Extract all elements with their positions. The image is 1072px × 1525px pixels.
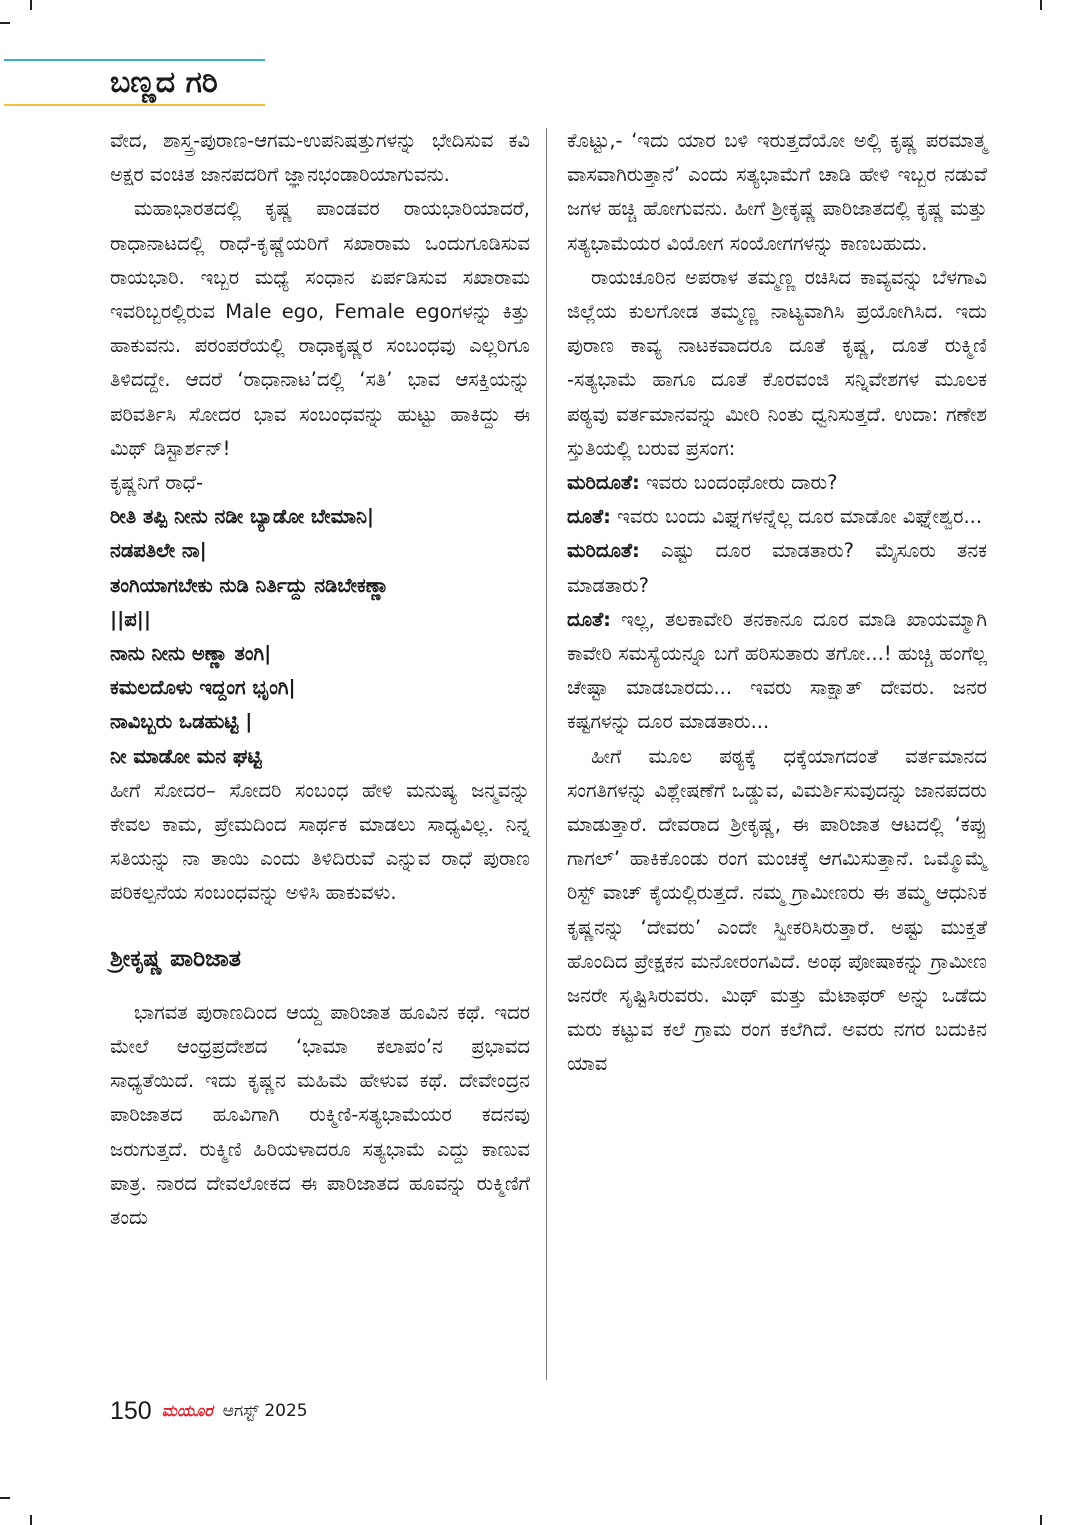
magazine-logo: ಮಯೂರ bbox=[161, 1401, 213, 1420]
paragraph: ಭಾಗವತ ಪುರಾಣದಿಂದ ಆಯ್ದ ಪಾರಿಜಾತ ಹೂವಿನ ಕಥೆ. ಇದರ ಮೇಲೆ ಆಂಧ್ರಪ್ರದೇಶದ ‘ಭಾಮಾ ಕಲಾಪಂ’ನ ಪ್ರಭಾವದ ಸಾಧ್ಯತೆಯಿದೆ. ಇದು ಕೃಷ್ಣನ ಮಹಿಮೆ ಹೇಳುವ ಕಥೆ. ದೇವೇಂದ್ರನ ಪಾರಿಜಾತದ ಹೂವಿಗಾಗಿ ರುಕ್ಮಿಣಿ-ಸತ್ಯಭಾಮೆಯರ ಕದನವು ಜರುಗುತ್ತದೆ. ರುಕ್ಮಿಣಿ ಹಿರಿಯಳಾದರೂ ಸತ್ಯಭಾಮೆ ಎದ್ದು ಕಾಣುವ ಪಾತ್ರ. ನಾರದ ದೇವಲೋಕದ ಈ ಪಾರಿಜಾತದ ಹೂವನ್ನು ರುಕ್ಮಿಣಿಗೆ ತಂದು bbox=[110, 1000, 530, 1229]
verse-line: ನಡಪತಿಲೇ ನಾ| bbox=[110, 539, 207, 563]
crop-mark bbox=[30, 0, 32, 10]
paragraph: ವೇದ, ಶಾಸ್ತ್ರ-ಪುರಾಣ-ಆಗಮ-ಉಪನಿಷತ್ತುಗಳನ್ನು ಭೇದಿಸುವ ಕವಿ ಅಕ್ಷರ ವಂಚಿತ ಜಾನಪದರಿಗೆ ಜ್ಞಾನಭಂಡಾರಿಯಾಗುವನು. bbox=[110, 129, 530, 187]
left-column bbox=[110, 124, 530, 1235]
page-footer bbox=[110, 1393, 308, 1429]
paragraph: ಹೀಗೆ ಸೋದರ– ಸೋದರಿ ಸಂಬಂಧ ಹೇಳಿ ಮನುಷ್ಯ ಜನ್ಮವನ್ನು ಕೇವಲ ಕಾಮ, ಪ್ರೇಮದಿಂದ ಸಾರ್ಥಕ ಮಾಡಲು ಸಾಧ್ಯವಿಲ್ಲ. ನಿನ್ನ ಸತಿಯನ್ನು ನಾ ತಾಯಿ ಎಂದು ತಿಳಿದಿರುವೆ ಎನ್ನುವ ರಾಧೆ ಪುರಾಣ ಪರಿಕಲ್ಪನೆಯ ಸಂಬಂಧವನ್ನು ಅಳಿಸಿ ಹಾಕುವಳು. bbox=[110, 778, 530, 905]
crop-mark bbox=[0, 1497, 10, 1499]
crop-mark bbox=[0, 22, 10, 24]
verse-line: ನಾವಿಬ್ಬರು ಒಡಹುಟ್ಟಿ | bbox=[110, 710, 253, 734]
speaker-label: ದೂತೆ: bbox=[567, 505, 611, 529]
dialogue-line bbox=[567, 534, 987, 602]
header-rule-bottom bbox=[4, 104, 265, 106]
verse-line: ರೀತಿ ತಪ್ಪಿ ನೀನು ನಡೀ ಬ್ಯಾಡೋ ಬೇಮಾನಿ| bbox=[110, 505, 375, 529]
dialogue-text: ಇಲ್ಲ, ತಲಕಾವೇರಿ ತನಕಾನೂ ದೂರ ಮಾಡಿ ಖಾಯಮ್ಮಾಗಿ ಕಾವೇರಿ ಸಮಸ್ಯೆಯನ್ನೂ ಬಗೆ ಹರಿಸುತಾರು ತಗೋ...! ಹುಚ್ಚಿ ಹಂಗೆಲ್ಲ ಚೇಷ್ಟಾ ಮಾಡಬಾರದು... ಇವರು ಸಾಕ್ಷಾತ್ ದೇವರು. ಜನರ ಕಷ್ಟಗಳನ್ನು ದೂರ ಮಾಡತಾರು... bbox=[567, 607, 988, 734]
paragraph: ಕೃಷ್ಣನಿಗೆ ರಾಧೆ- bbox=[110, 471, 204, 495]
paragraph: ಹೀಗೆ ಮೂಲ ಪಠ್ಯಕ್ಕೆ ಧಕ್ಕೆಯಾಗದಂತೆ ವರ್ತಮಾನದ ಸಂಗತಿಗಳನ್ನು ವಿಶ್ಲೇಷಣೆಗೆ ಒಡ್ಡುವ, ವಿಮರ್ಶಿಸುವುದನ್ನು ಜಾನಪದರು ಮಾಡುತ್ತಾರೆ. ದೇವರಾದ ಶ್ರೀಕೃಷ್ಣ, ಈ ಪಾರಿಜಾತ ಆಟದಲ್ಲಿ ‘ಕಪ್ಪು ಗಾಗಲ್’ ಹಾಕಿಕೊಂಡು ರಂಗ ಮಂಚಕ್ಕೆ ಆಗಮಿಸುತ್ತಾನೆ. ಒಮ್ಮೊಮ್ಮೆ ರಿಸ್ಟ್ ವಾಚ್ ಕೈಯಲ್ಲಿರುತ್ತದೆ. ನಮ್ಮ ಗ್ರಾಮೀಣರು ಈ ತಮ್ಮ ಆಧುನಿಕ ಕೃಷ್ಣನನ್ನು ‘ದೇವರು’ ಎಂದೇ ಸ್ವೀಕರಿಸಿರುತ್ತಾರೆ. ಅಷ್ಟು ಮುಕ್ತತೆ ಹೊಂದಿದ ಪ್ರೇಕ್ಷಕನ ಮನೋರಂಗವಿದೆ. ಅಂಥ ಪೋಷಾಕನ್ನು ಗ್ರಾಮೀಣ ಜನರೇ ಸೃಷ್ಟಿಸಿರುವರು. ಮಿಥ್ ಮತ್ತು ಮೆಟಾಫರ್ ಅನ್ನು ಒಡೆದು ಮರು ಕಟ್ಟುವ ಕಲೆ ಗ್ರಾಮ ರಂಗ ಕಲೆಗಿದೆ. ಅವರು ನಗರ ಬದುಕಿನ ಯಾವ bbox=[567, 744, 987, 1076]
dialogue-text: ಇವರು ಬಂದು ವಿಘ್ನಗಳನ್ನೆಲ್ಲ ದೂರ ಮಾಡೋ ವಿಘ್ನೇಶ್ವರ... bbox=[617, 505, 983, 529]
issue-date: ಆಗಸ್ಟ್ 2025 bbox=[222, 1401, 308, 1421]
verse-line: ತಂಗಿಯಾಗಬೇಕು ನುಡಿ ನಿರ್ತಿದ್ದು ನಡಿಬೇಕಣ್ಣಾ bbox=[110, 573, 389, 597]
verse-line: ನೀ ಮಾಡೋ ಮನ ಘಟ್ಟಿ bbox=[110, 744, 262, 768]
paragraph: ಕೊಟ್ಟು,- ‘ಇದು ಯಾರ ಬಳಿ ಇರುತ್ತದೆಯೋ ಅಲ್ಲಿ ಕೃಷ್ಣ ಪರಮಾತ್ಮ ವಾಸವಾಗಿರುತ್ತಾನೆ’ ಎಂದು ಸತ್ಯಭಾಮೆಗೆ ಚಾಡಿ ಹೇಳಿ ಇಬ್ಬರ ನಡುವೆ ಜಗಳ ಹಚ್ಚಿ ಹೋಗುವನು. ಹೀಗೆ ಶ್ರೀಕೃಷ್ಣ ಪಾರಿಜಾತದಲ್ಲಿ ಕೃಷ್ಣ ಮತ್ತು ಸತ್ಯಭಾಮೆಯರ ವಿಯೋಗ ಸಂಯೋಗಗಳನ್ನು ಕಾಣಬಹುದು. bbox=[567, 129, 987, 255]
speaker-label: ಮರಿದೂತೆ: bbox=[567, 471, 640, 495]
section-title: ಬಣ್ಣದ ಗರಿ bbox=[110, 65, 218, 100]
crop-mark bbox=[1040, 0, 1042, 10]
crop-mark bbox=[1040, 1515, 1042, 1525]
subheading: ಶ್ರೀಕೃಷ್ಣ ಪಾರಿಜಾತ bbox=[110, 945, 241, 972]
column-divider bbox=[546, 128, 547, 1380]
crop-mark bbox=[30, 1515, 32, 1525]
paragraph: ರಾಯಚೂರಿನ ಅಪರಾಳ ತಮ್ಮಣ್ಣ ರಚಿಸಿದ ಕಾವ್ಯವನ್ನು ಬೆಳಗಾವಿ ಜಿಲ್ಲೆಯ ಕುಲಗೋಡ ತಮ್ಮಣ್ಣ ನಾಟ್ಯವಾಗಿಸಿ ಪ್ರಯೋಗಿಸಿದ. ಇದು ಪುರಾಣ ಕಾವ್ಯ ನಾಟಕವಾದರೂ ದೂತೆ ಕೃಷ್ಣ, ದೂತೆ ರುಕ್ಮಿಣಿ -ಸತ್ಯಭಾಮೆ ಹಾಗೂ ದೂತೆ ಕೊರವಂಜಿ ಸನ್ನಿವೇಶಗಳ ಮೂಲಕ ಪಠ್ಯವು ವರ್ತಮಾನವನ್ನು ಮೀರಿ ನಿಂತು ಧ್ವನಿಸುತ್ತದೆ. ಉದಾ: ಗಣೇಶ ಸ್ತುತಿಯಲ್ಲಿ ಬರುವ ಪ್ರಸಂಗ: bbox=[567, 265, 987, 460]
verse-line: ಕಮಲದೊಳು ಇದ್ದಂಗ ಭೃಂಗಿ| bbox=[110, 676, 296, 700]
dialogue-line bbox=[567, 603, 987, 740]
page-number: 150 bbox=[110, 1396, 152, 1425]
right-column bbox=[567, 124, 987, 1082]
verse-line: ||ಪ|| bbox=[110, 607, 151, 631]
dialogue-line bbox=[567, 500, 987, 534]
header-rule-top bbox=[4, 59, 265, 61]
dialogue-text: ಎಷ್ಟು ದೂರ ಮಾಡತಾರು? ಮೈಸೂರು ತನಕ ಮಾಡತಾರು? bbox=[567, 539, 987, 597]
paragraph: ಮಹಾಭಾರತದಲ್ಲಿ ಕೃಷ್ಣ ಪಾಂಡವರ ರಾಯಭಾರಿಯಾದರೆ, ರಾಧಾನಾಟದಲ್ಲಿ ರಾಧೆ-ಕೃಷ್ಣೆಯರಿಗೆ ಸಖಾರಾಮ ಒಂದುಗೂಡಿಸುವ ರಾಯಭಾರಿ. ಇಬ್ಬರ ಮಧ್ಯೆ ಸಂಧಾನ ಏರ್ಪಡಿಸುವ ಸಖಾರಾಮ ಇವರಿಬ್ಬರಲ್ಲಿರುವ Male ego, Female egoಗಳನ್ನು ಕಿತ್ತು ಹಾಕುವನು. ಪರಂಪರೆಯಲ್ಲಿ ರಾಧಾಕೃಷ್ಣರ ಸಂಬಂಧವು ಎಲ್ಲರಿಗೂ ತಿಳಿದದ್ದೇ. ಆದರೆ ‘ರಾಧಾನಾಟ’ದಲ್ಲಿ ‘ಸತಿ’ ಭಾವ ಆಸಕ್ತಿಯನ್ನು ಪರಿವರ್ತಿಸಿ ಸೋದರ ಭಾವ ಸಂಬಂಧವನ್ನು ಹುಟ್ಟು ಹಾಕಿದ್ದು ಈ ಮಿಥ್ ಡಿಸ್ಟಾರ್ಶನ್! bbox=[110, 197, 530, 460]
verse-line: ನಾನು ನೀನು ಅಣ್ಣಾ ತಂಗಿ| bbox=[110, 642, 272, 666]
speaker-label: ಮರಿದೂತೆ: bbox=[567, 539, 640, 563]
speaker-label: ದೂತೆ: bbox=[567, 607, 611, 631]
dialogue-text: ಇವರು ಬಂದಂಥೋರು ದಾರು? bbox=[646, 471, 838, 495]
dialogue-line bbox=[567, 466, 987, 500]
